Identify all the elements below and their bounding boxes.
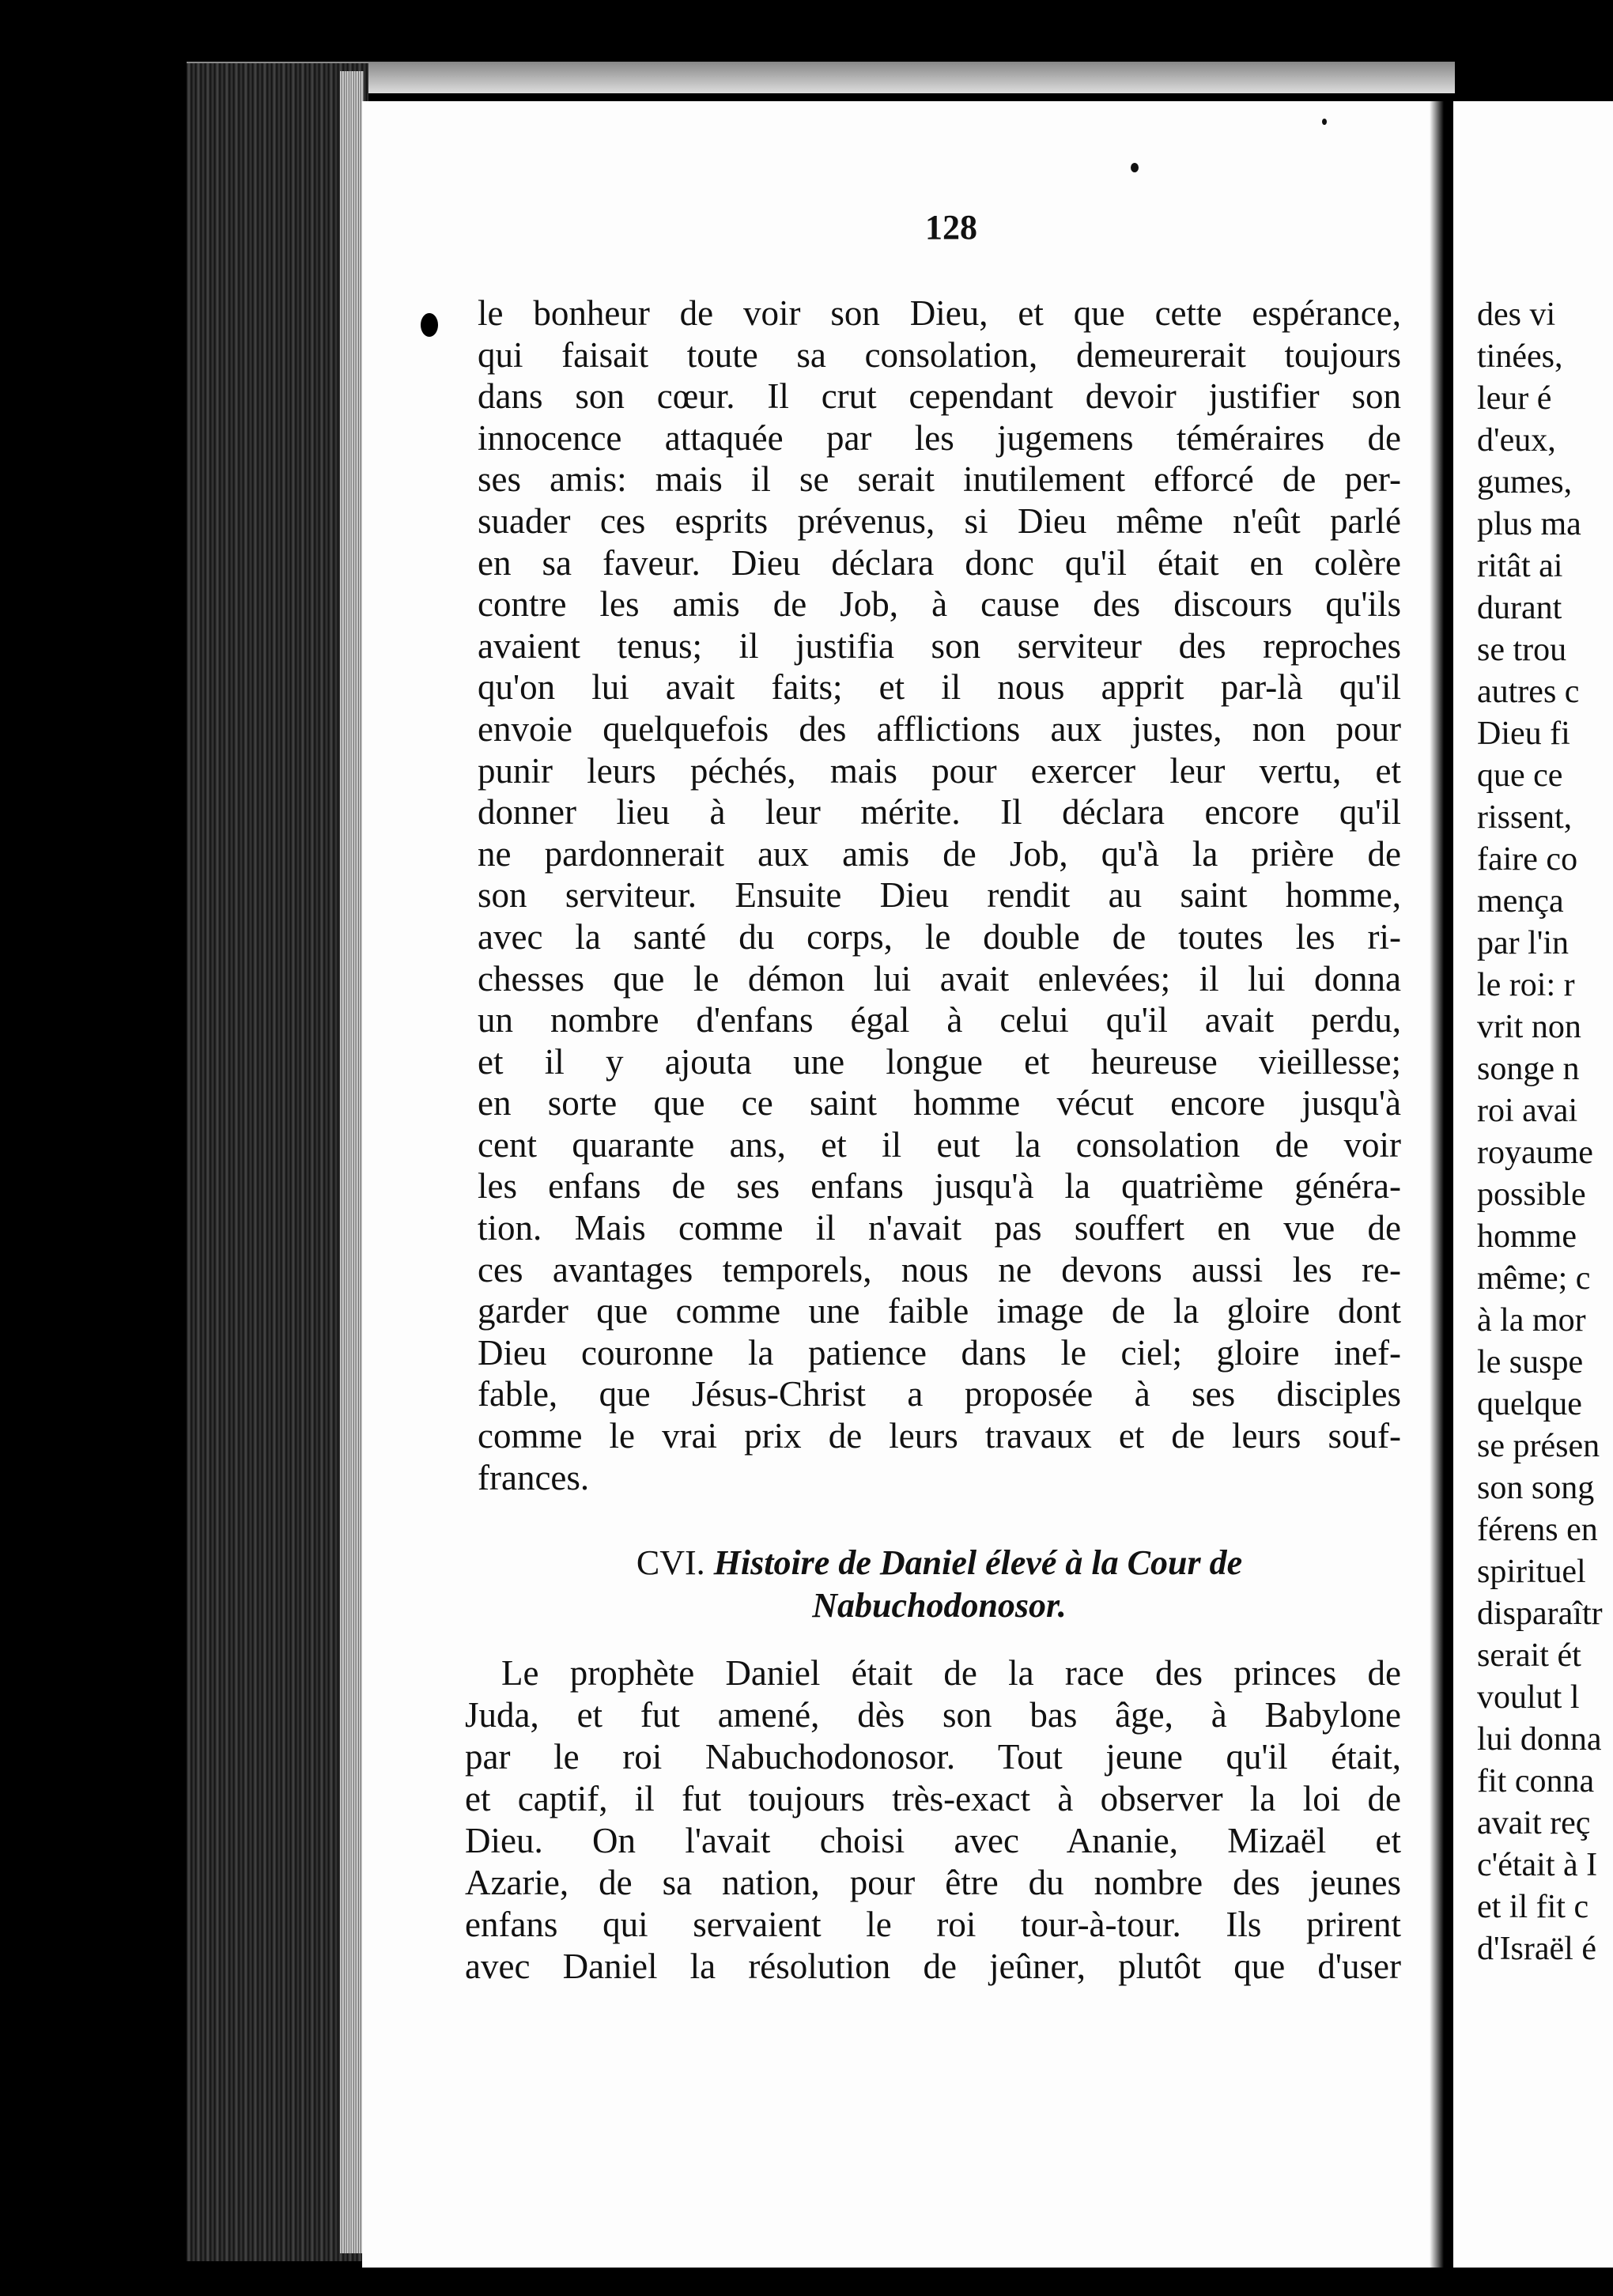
right-page-line: royaume [1477, 1135, 1593, 1171]
main-paragraph [478, 293, 1401, 1498]
section-text-line: et captif, il fut toujours très-exact à observer la loi de [465, 1779, 1401, 1818]
section-title-part-1: Histoire de Daniel élevé à la Cour de [713, 1543, 1243, 1582]
main-text-line: contre les amis de Job, à cause des discours qu'ils [478, 584, 1401, 625]
main-text-line: ne pardonnerait aux amis de Job, qu'à la prière de [478, 833, 1401, 874]
right-page-line: leur é [1477, 380, 1552, 417]
right-page-line: homme [1477, 1218, 1577, 1255]
right-page-line: voulut l [1477, 1679, 1580, 1716]
ink-speck [1131, 163, 1139, 172]
section-title-part-2: Nabuchodonosor. [812, 1586, 1067, 1625]
main-text-line: fable, que Jésus-Christ a proposée à ses disciples [478, 1374, 1401, 1414]
right-page-line: et il fit c [1477, 1889, 1589, 1925]
main-text-line: innocence attaquée par les jugemens téméraires de [478, 417, 1401, 458]
main-text-line: qu'on lui avait faits; et il nous apprit par-là qu'il [478, 667, 1401, 708]
right-page-line: avait reç [1477, 1805, 1591, 1841]
section-heading-line-1 [478, 1542, 1401, 1584]
main-text-line: cent quarante ans, et il eut la consolation de voir [478, 1124, 1401, 1165]
main-text-line: ces avantages temporels, nous ne devons aussi les re- [478, 1249, 1401, 1290]
main-text-line: les enfans de ses enfans jusqu'à la quatrième généra- [478, 1166, 1401, 1207]
right-page-line: songe n [1477, 1051, 1580, 1087]
section-text-line: Azarie, de sa nation, pour être du nombre des jeunes [465, 1863, 1401, 1902]
right-page-line: ritât ai [1477, 548, 1563, 584]
right-page-line: que ce [1477, 757, 1563, 794]
ink-speck [1322, 119, 1327, 125]
right-page-line: des vi [1477, 296, 1556, 333]
main-text-line: Dieu couronne la patience dans le ciel; gloire inef- [478, 1332, 1401, 1373]
page-number: 128 [925, 208, 977, 247]
right-page-line: férens en [1477, 1512, 1598, 1548]
right-page-line: autres c [1477, 674, 1580, 710]
right-page-line: roi avai [1477, 1093, 1578, 1129]
right-page-line: mença [1477, 883, 1564, 920]
main-text-line: garder que comme une faible image de la gloire dont [478, 1291, 1401, 1331]
section-heading [478, 1542, 1401, 1627]
page-top-shadow [187, 62, 1455, 93]
right-page-line: durant [1477, 590, 1562, 626]
main-text-line: avaient tenus; il justifia son serviteur des reproches [478, 625, 1401, 666]
right-page-line: gumes, [1477, 464, 1573, 500]
section-text-line: Dieu. On l'avait choisi avec Ananie, Mizaël et [465, 1821, 1401, 1860]
page-edges [340, 71, 364, 2253]
main-text-line: le bonheur de voir son Dieu, et que cette espérance, [478, 293, 1401, 333]
right-page-line: c'était à I [1477, 1847, 1598, 1883]
main-text-line: un nombre d'enfans égal à celui qu'il avait perdu, [478, 1000, 1401, 1040]
right-page-line: tinées, [1477, 338, 1563, 375]
book-gutter [1430, 101, 1453, 2268]
section-number: CVI. [636, 1543, 705, 1582]
main-text-line: donner lieu à leur mérite. Il déclara encore qu'il [478, 792, 1401, 833]
right-page-line: à la mor [1477, 1302, 1586, 1339]
right-page-line: d'eux, [1477, 422, 1556, 459]
right-page-line: Dieu fi [1477, 716, 1570, 752]
main-text-line: punir leurs péchés, mais pour exercer leur vertu, et [478, 750, 1401, 791]
section-text-line: Juda, et fut amené, dès son bas âge, à Babylone [465, 1695, 1401, 1735]
right-page-line: le roi: r [1477, 967, 1575, 1003]
right-page-line: possible [1477, 1176, 1586, 1213]
right-page-line: fit conna [1477, 1763, 1595, 1799]
main-text-line: chesses que le démon lui avait enlevées; il lui donna [478, 958, 1401, 999]
main-text-line: ses amis: mais il se serait inutilement efforcé de per- [478, 459, 1401, 500]
right-page-line: lui donna [1477, 1721, 1602, 1758]
section-text-line: Le prophète Daniel était de la race des princes de [501, 1653, 1401, 1693]
section-text-line: enfans qui servaient le roi tour-à-tour. Ils prirent [465, 1905, 1401, 1944]
main-text-line: suader ces esprits prévenus, si Dieu même n'eût parlé [478, 500, 1401, 541]
right-page-line: par l'in [1477, 925, 1570, 961]
right-page-line: rissent, [1477, 799, 1573, 836]
right-page-line: faire co [1477, 841, 1578, 878]
right-page-line: d'Israël é [1477, 1931, 1596, 1967]
section-text-line: avec Daniel la résolution de jeûner, plutôt que d'user [465, 1947, 1401, 1986]
margin-ink-mark [421, 313, 438, 337]
right-page-line: vrit non [1477, 1009, 1581, 1045]
main-text-line: qui faisait toute sa consolation, demeurerait toujours [478, 334, 1401, 375]
main-text-line: frances. [478, 1457, 590, 1497]
right-page-line: plus ma [1477, 506, 1581, 542]
right-page-line: se trou [1477, 632, 1567, 668]
main-text-line: en sorte que ce saint homme vécut encore jusqu'à [478, 1083, 1401, 1123]
main-text-line: dans son cœur. Il crut cependant devoir justifier son [478, 376, 1401, 417]
section-text-line: par le roi Nabuchodonosor. Tout jeune qu'il était, [465, 1737, 1401, 1777]
right-page-line: spirituel [1477, 1554, 1586, 1590]
right-page-line: son song [1477, 1470, 1595, 1506]
right-page-line: serait ét [1477, 1637, 1581, 1674]
main-text-line: en sa faveur. Dieu déclara donc qu'il était en colère [478, 542, 1401, 583]
right-page-line: disparaîtr [1477, 1595, 1603, 1632]
right-page-text [1477, 294, 1603, 1970]
main-text-line: comme le vrai prix de leurs travaux et de leurs souf- [478, 1416, 1401, 1456]
right-page-line: se présen [1477, 1428, 1600, 1464]
main-text-line: envoie quelquefois des afflictions aux justes, non pour [478, 708, 1401, 749]
section-paragraph [465, 1652, 1401, 1988]
right-page-line: même; c [1477, 1260, 1591, 1297]
main-text-line: et il y ajouta une longue et heureuse vieillesse; [478, 1041, 1401, 1082]
main-text-line: avec la santé du corps, le double de toutes les ri- [478, 916, 1401, 957]
main-text-line: tion. Mais comme il n'avait pas souffert en vue de [478, 1208, 1401, 1248]
right-page-line: quelque [1477, 1386, 1582, 1422]
main-text-line: son serviteur. Ensuite Dieu rendit au saint homme, [478, 875, 1401, 916]
right-page-line: le suspe [1477, 1344, 1584, 1380]
